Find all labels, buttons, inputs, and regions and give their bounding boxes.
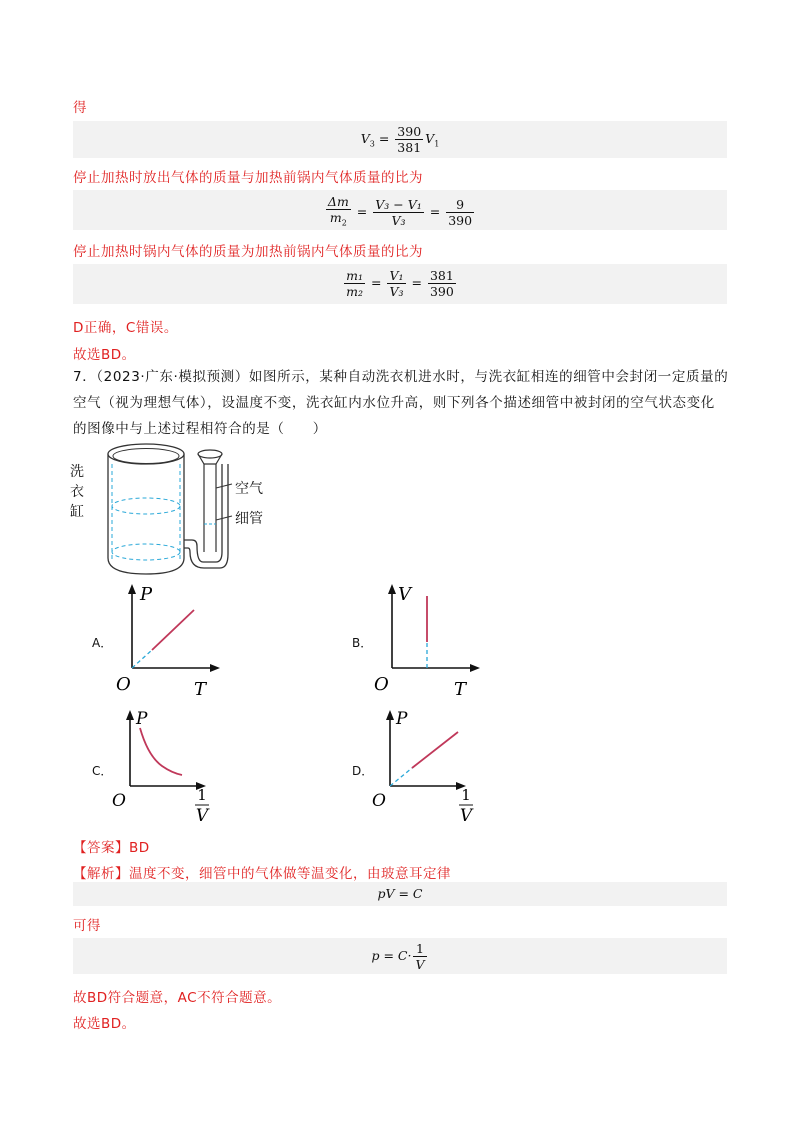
option-a-line	[152, 610, 194, 650]
answer-tag: 【答案】	[73, 840, 129, 856]
svg-text:1: 1	[461, 786, 471, 804]
answer-value: BD	[129, 840, 150, 856]
option-d-label[interactable]: D．	[352, 764, 374, 778]
svg-text:V: V	[195, 806, 209, 826]
option-a-graph[interactable]	[108, 580, 228, 700]
line-de: 得	[73, 100, 87, 116]
svg-text:V: V	[459, 806, 473, 826]
question-7	[73, 364, 733, 442]
option-c-graph[interactable]	[110, 706, 230, 830]
equation-pv: pV = C	[377, 886, 423, 901]
option-a-dashed-extension	[132, 650, 152, 668]
option-d-dashed-extension	[390, 768, 412, 786]
equation-box-p	[73, 938, 727, 974]
option-c-curve	[140, 728, 182, 775]
tube-label: 细管	[235, 511, 263, 527]
equation-box-1	[73, 121, 727, 158]
analysis-text: 温度不变，细管中的气体做等温变化，由玻意耳定律	[129, 866, 451, 882]
equation-box-pv	[73, 882, 727, 906]
question-line-1: 7．（2023·广东·模拟预测）如图所示，某种自动洗衣机进水时，与洗衣缸相连的细管中会封闭一定质量的	[73, 369, 729, 385]
question-line-2: 空气（视为理想气体），设温度不变，洗衣缸内水位升高，则下列各个描述细管中被封闭的空气状态变化	[73, 395, 715, 411]
choose-bd-line-2: 故选BD。	[73, 1016, 136, 1032]
svg-text:T: T	[194, 679, 207, 700]
d-correct-line: D正确，C错误。	[73, 320, 178, 336]
option-c-label[interactable]: C．	[92, 764, 113, 778]
equation-box-3	[73, 264, 727, 304]
svg-text:P: P	[140, 584, 153, 605]
kede-line: 可得	[73, 918, 101, 934]
ratio-remaining-label: 停止加热时锅内气体的质量为加热前锅内气体质量的比为	[73, 244, 423, 260]
svg-text:O: O	[112, 791, 126, 811]
conclusion-line: 故BD符合题意，AC不符合题意。	[73, 990, 282, 1006]
option-b-graph[interactable]	[368, 580, 488, 700]
svg-text:P: P	[136, 709, 148, 729]
option-b-label[interactable]: B．	[352, 636, 373, 650]
equation-v3: $V_3$ = $\frac{390}{381}$ $V_1$	[360, 124, 440, 155]
svg-text:O: O	[116, 674, 131, 695]
equation-p: p = C· $\frac{1}{V}$	[371, 941, 425, 972]
air-label: 空气	[235, 481, 263, 497]
ratio-released-label: 停止加热时放出气体的质量与加热前锅内气体质量的比为	[73, 170, 423, 186]
question-line-3: 的图像中与上述过程相符合的是（ ）	[73, 421, 327, 437]
choose-bd-line-1: 故选BD。	[73, 347, 136, 363]
svg-text:T: T	[454, 679, 467, 700]
option-d-line	[412, 732, 458, 768]
svg-text:O: O	[374, 674, 389, 695]
analysis-line	[73, 862, 451, 882]
tank-label: 洗 衣 缸	[70, 464, 84, 520]
analysis-tag: 【解析】	[73, 866, 129, 882]
equation-ratio-remaining: $\frac{\text{m₁}}{\text{m₂}}$ = $\frac{\text{V₁}}{\text{V₃}}$ = $\frac{381}{390}$	[346, 268, 454, 299]
equation-box-2	[73, 190, 727, 230]
washing-machine-figure	[70, 440, 300, 580]
equation-ratio-released: $\frac{\Delta m}{m_2}$ = $\frac{\text{V₃ − V₁}}{\text{V₃}}$ = $\frac{9}{390}$	[327, 194, 473, 228]
option-a-label[interactable]: A．	[92, 636, 113, 650]
svg-text:O: O	[372, 791, 386, 811]
answer-line	[73, 836, 150, 856]
svg-text:V: V	[398, 584, 411, 605]
svg-text:1: 1	[197, 786, 207, 804]
option-d-graph[interactable]	[370, 706, 490, 830]
svg-text:P: P	[396, 709, 408, 729]
